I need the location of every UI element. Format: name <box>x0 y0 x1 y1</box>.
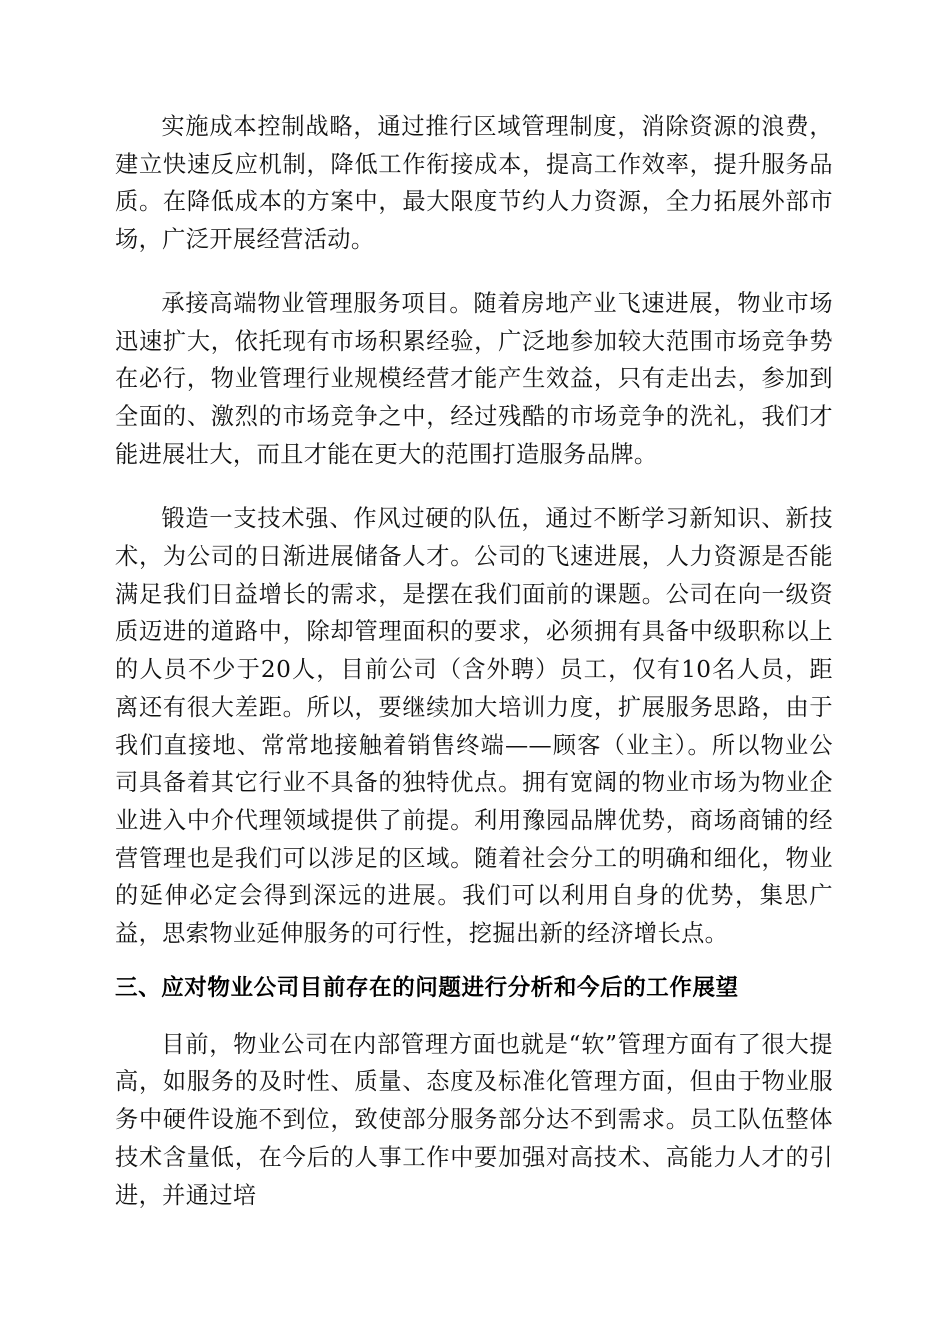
paragraph-cost-control: 实施成本控制战略，通过推行区域管理制度，消除资源的浪费，建立快速反应机制，降低工作衔接成本，提高工作效率，提升服务品质。在降低成本的方案中，最大限度节约人力资源，全力拓展外部市场，广泛开展经营活动。 <box>115 113 833 254</box>
paragraph-current-problems: 目前，物业公司在内部管理方面也就是“软”管理方面有了很大提高，如服务的及时性、质量、态度及标准化管理方面，但由于物业服务中硬件设施不到位，致使部分服务部分达不到需求。员工队伍整体技术含量低，在今后的人事工作中要加强对高技术、高能力人才的引进，并通过培 <box>115 1030 833 1209</box>
paragraph-high-end-projects: 承接高端物业管理服务项目。随着房地产业飞速进展，物业市场迅速扩大，依托现有市场积累经验，广泛地参加较大范围市场竞争势在必行，物业管理行业规模经营才能产生效益，只有走出去，参加到全面的、激烈的市场竞争之中，经过残酷的市场竞争的洗礼，我们才能进展壮大，而且才能在更大的范围打造服务品牌。 <box>115 289 833 468</box>
paragraph-talent-team: 锻造一支技术强、作风过硬的队伍，通过不断学习新知识、新技术，为公司的日渐进展储备人才。公司的飞速进展，人力资源是否能满足我们日益增长的需求，是摆在我们面前的课题。公司在向一级资质迈进的道路中，除却管理面积的要求，必须拥有具备中级职称以上的人员不少于20人，目前公司（含外聘）员工，仅有10名人员，距离还有很大差距。所以，要继续加大培训力度，扩展服务思路，由于我们直接地、常常地接触着销售终端——顾客（业主）。所以物业公司具备着其它行业不具备的独特优点。拥有宽阔的物业市场为物业企业进入中介代理领域提供了前提。利用豫园品牌优势，商场商铺的经营管理也是我们可以涉足的区域。随着社会分工的明确和细化，物业的延伸必定会得到深远的进展。我们可以利用自身的优势，集思广益，思索物业延伸服务的可行性，挖掘出新的经济增长点。 <box>115 505 833 948</box>
section-heading: 三、应对物业公司目前存在的问题进行分析和今后的工作展望 <box>115 974 739 1001</box>
document-body <box>115 108 833 1214</box>
